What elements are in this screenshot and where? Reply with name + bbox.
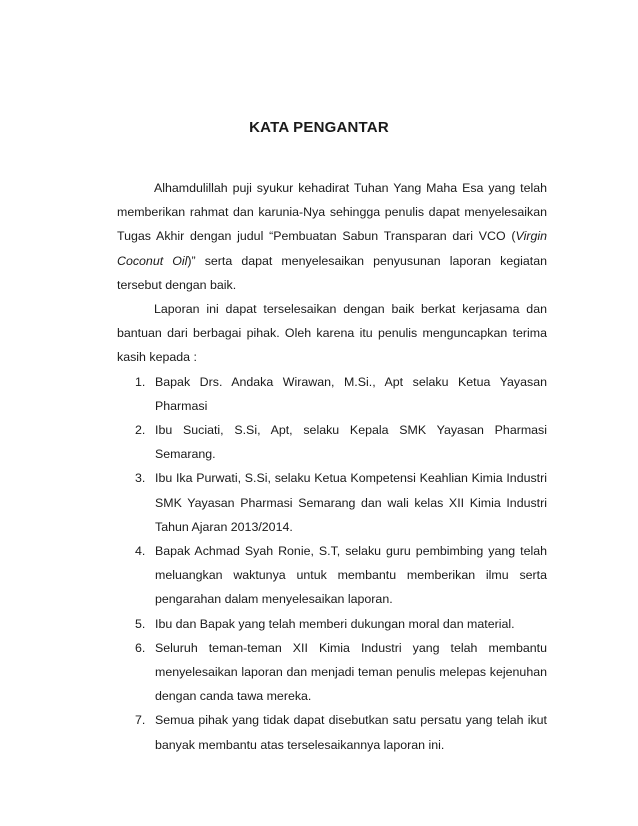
document-body	[117, 176, 547, 757]
list-item-text: Ibu dan Bapak yang telah memberi dukungan moral dan material.	[155, 616, 515, 631]
list-item-text: Bapak Drs. Andaka Wirawan, M.Si., Apt selaku Ketua Yayasan Pharmasi	[155, 374, 547, 413]
list-item-text: Semua pihak yang tidak dapat disebutkan satu persatu yang telah ikut banyak membantu atas terselesaikannya laporan ini.	[155, 713, 547, 752]
list-item-text: Ibu Ika Purwati, S.Si, selaku Ketua Kompetensi Keahlian Kimia Industri SMK Yayasan Pharmasi Semarang dan wali kelas XII Kimia Industri Tahun Ajaran 2013/2014.	[155, 471, 547, 534]
list-number: 7.	[135, 713, 146, 728]
list-item	[117, 466, 547, 539]
list-item	[117, 708, 547, 756]
paragraph-thanks: Laporan ini dapat terselesaikan dengan baik berkat kerjasama dan bantuan dari berbagai pihak. Oleh karena itu penulis menguncapkan terima kasih kepada :	[117, 302, 547, 365]
paragraph-opening-text: Alhamdulillah puji syukur kehadirat Tuhan Yang Maha Esa yang telah memberikan rahmat dan karunia-Nya sehingga penulis dapat menyelesaikan Tugas Akhir dengan judul “Pembuatan Sabun Transparan dari VCO (	[117, 181, 547, 244]
list-number: 4.	[135, 544, 146, 559]
list-item	[117, 418, 547, 466]
italic-term: Virgin Coconut Oil	[117, 229, 547, 268]
list-number: 5.	[135, 616, 146, 631]
list-item-text: Seluruh teman-teman XII Kimia Industri yang telah membantu menyelesaikan laporan dan menjadi teman penulis melepas kejenuhan dengan canda tawa mereka.	[155, 640, 547, 704]
list-item	[117, 636, 547, 709]
paragraph-opening-text-end: )” serta dapat menyelesaikan penyusunan laporan kegiatan tersebut dengan baik.	[117, 253, 547, 292]
list-item-text: Bapak Achmad Syah Ronie, S.T, selaku guru pembimbing yang telah meluangkan waktunya untuk membantu memberikan ilmu serta pengarahan dalam menyelesaikan laporan.	[155, 544, 547, 607]
list-number: 6.	[135, 640, 146, 655]
list-number: 1.	[135, 374, 146, 389]
page-title: KATA PENGANTAR	[249, 119, 389, 136]
list-number: 2.	[135, 423, 146, 438]
list-item-text: Ibu Suciati, S.Si, Apt, selaku Kepala SMK Yayasan Pharmasi Semarang.	[155, 423, 547, 462]
list-item	[117, 612, 547, 636]
list-item	[117, 539, 547, 612]
paragraph-opening	[117, 176, 547, 297]
list-number: 3.	[135, 471, 146, 486]
list-item	[117, 370, 547, 418]
acknowledgement-list	[117, 370, 547, 757]
